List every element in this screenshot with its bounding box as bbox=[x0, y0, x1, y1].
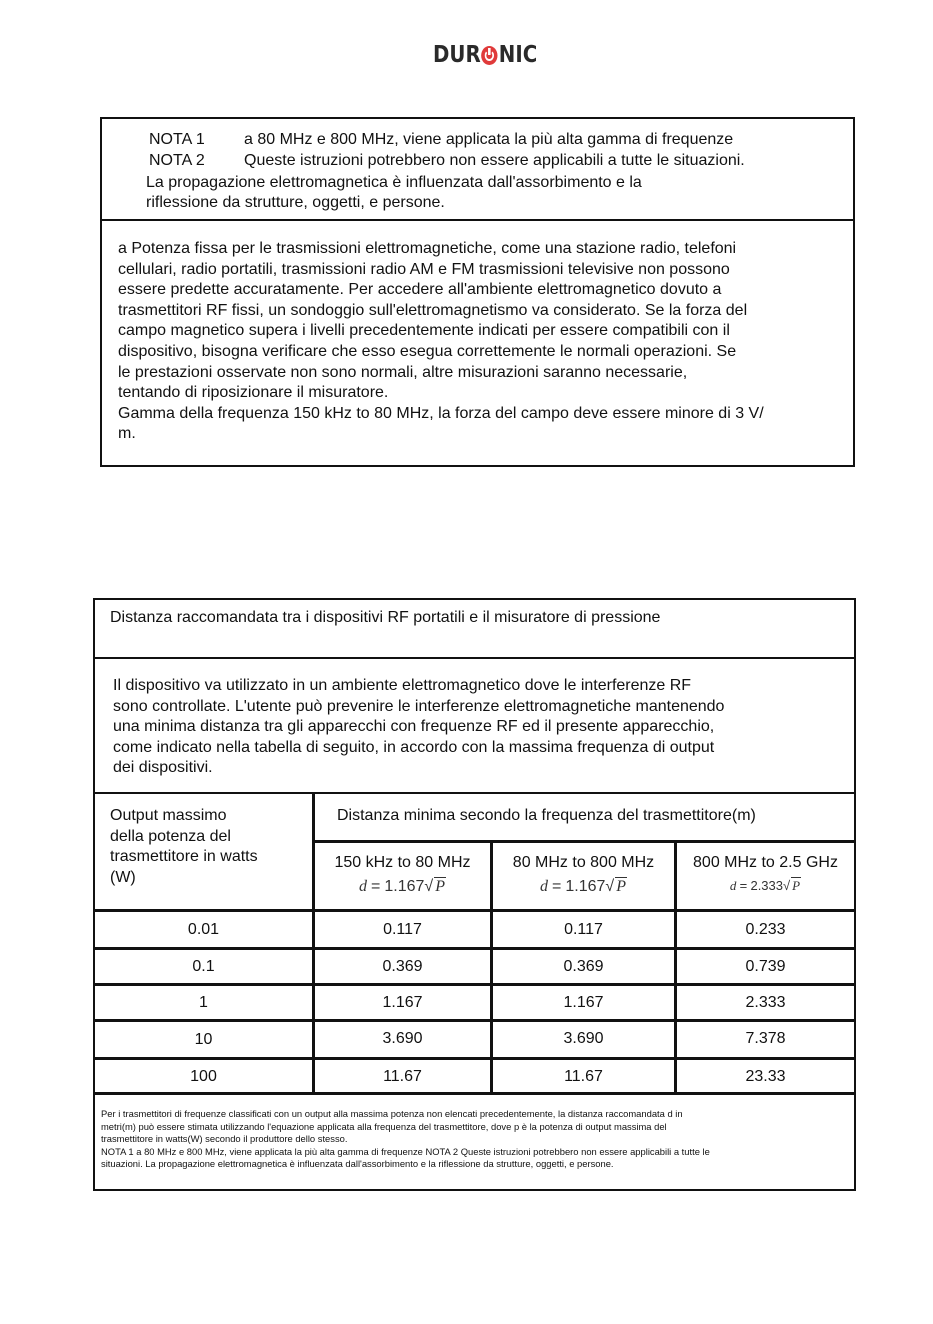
paragraph-line: a Potenza fissa per le trasmissioni elettromagnetiche, come una stazione radio, telefoni bbox=[118, 240, 737, 257]
distance-title-section bbox=[95, 600, 854, 659]
formula-p: P bbox=[435, 878, 445, 895]
notes-box bbox=[100, 117, 855, 467]
cell-value: 0.117 bbox=[564, 921, 603, 938]
distance-table bbox=[95, 794, 854, 1094]
cell-value: 0.739 bbox=[745, 958, 786, 975]
cell-value: 11.67 bbox=[383, 1068, 422, 1085]
distance-intro-section bbox=[95, 659, 854, 794]
paragraph-line: dispositivo, bisogna verificare che esso esegua correttemente le normali operazioni. Se bbox=[118, 342, 737, 360]
footnote-line: situazioni. La propagazione elettromagnetica è influenzata dall'assorbimento e la riflessione da strutture, oggetti, e persone. bbox=[101, 1158, 614, 1170]
footnote-line: metri(m) può essere stimata utilizzando l'equazione applicata alla frequenza del trasmettitore, dove p è la potenza di output massima del bbox=[101, 1120, 667, 1132]
table-divider bbox=[312, 840, 854, 843]
formula-coef: 1.167 bbox=[384, 878, 425, 895]
formula-var: d bbox=[729, 878, 737, 893]
paragraph-line: le prestazioni osservate non sono normali, altre misurazioni saranno necessarie, bbox=[118, 363, 688, 381]
note-1-text: a 80 MHz e 800 MHz, viene applicata la più alta gamma di frequenze bbox=[244, 131, 734, 148]
table-footnote bbox=[101, 1108, 841, 1171]
note-2-text: Queste istruzioni potrebbero non essere applicabili a tutte le situazioni. bbox=[244, 152, 745, 169]
footnote-line: trasmettitore in watts(W) secondo il produttore dello stesso. bbox=[101, 1133, 348, 1145]
formula-var: d bbox=[540, 878, 549, 895]
table-divider bbox=[95, 1019, 854, 1022]
cell-power: 0.1 bbox=[192, 958, 215, 975]
note-1 bbox=[149, 129, 733, 150]
distance-title: Distanza raccomandata tra i dispositivi RF portatili e il misuratore di pressione bbox=[110, 609, 661, 626]
sqrt-icon: √ bbox=[424, 878, 434, 895]
band-formula bbox=[315, 877, 490, 896]
propagation-line-2: riflessione da strutture, oggetti, e persone. bbox=[146, 194, 445, 211]
cell-value: 11.67 bbox=[564, 1068, 603, 1085]
footnote-line: NOTA 1 a 80 MHz e 800 MHz, viene applicata la più alta gamma di frequenze NOTA 2 Queste istruzioni potrebbero non essere applicabili a tutte le bbox=[101, 1145, 710, 1157]
table-divider bbox=[95, 909, 854, 912]
fixed-power-paragraph bbox=[118, 239, 833, 445]
formula-coef: 1.167 bbox=[565, 878, 606, 895]
formula-var: d bbox=[359, 878, 368, 895]
paragraph-line: essere predette accuratamente. Per accedere all'ambiente elettromagnetico dovuto a bbox=[118, 281, 722, 299]
cell-value: 0.369 bbox=[563, 958, 604, 975]
formula-eq: = bbox=[371, 878, 381, 895]
band-formula bbox=[677, 877, 854, 894]
footnote-line: Per i trasmettitori di frequenze classificati con un output alla massima potenza non elencati precedentemente, la distanza raccomandata d in bbox=[101, 1108, 683, 1119]
band-header-3 bbox=[677, 854, 854, 894]
cell-value: 1.167 bbox=[563, 994, 604, 1011]
formula-eq: = bbox=[552, 878, 562, 895]
intro-line: dei dispositivi. bbox=[113, 759, 213, 777]
cell-value: 0.369 bbox=[382, 958, 423, 975]
formula-p: P bbox=[792, 878, 801, 893]
cell-value: 0.117 bbox=[383, 921, 422, 938]
formula-coef: 2.333 bbox=[750, 878, 784, 893]
cell-value: 7.378 bbox=[745, 1030, 786, 1047]
cell-power: 10 bbox=[194, 1031, 213, 1048]
note-2 bbox=[149, 150, 745, 171]
paragraph-line: Gamma della frequenza 150 kHz to 80 MHz, la forza del campo deve essere minore di 3 V/ bbox=[118, 404, 764, 422]
cell-value: 2.333 bbox=[745, 994, 786, 1011]
table-divider bbox=[95, 1092, 854, 1095]
header-min-distance: Distanza minima secondo la frequenza del trasmettitore(m) bbox=[337, 807, 756, 824]
sqrt-icon: √ bbox=[605, 878, 615, 895]
logo-text-right: NIC bbox=[498, 42, 538, 68]
cell-power: 1 bbox=[199, 994, 208, 1011]
header-line: (W) bbox=[110, 868, 136, 886]
band-formula bbox=[493, 877, 674, 896]
table-divider bbox=[95, 1057, 854, 1060]
distance-intro bbox=[113, 676, 813, 779]
cell-power: 0.01 bbox=[187, 921, 220, 938]
paragraph-line: cellulari, radio portatili, trasmissioni radio AM e FM trasmissioni televisive non possono bbox=[118, 260, 730, 278]
paragraph-line: trasmettitori RF fissi, un sondoggio sull'elettromagnetismo va considerato. Se la forza del bbox=[118, 301, 748, 319]
intro-line: una minima distanza tra gli apparecchi con frequenze RF ed il presente apparecchio, bbox=[113, 718, 715, 736]
intro-line: Il dispositivo va utilizzato in un ambiente elettromagnetico dove le interferenze RF bbox=[113, 677, 692, 694]
band-label: 150 kHz to 80 MHz bbox=[334, 854, 471, 871]
band-label: 800 MHz to 2.5 GHz bbox=[693, 854, 838, 871]
notes-section bbox=[102, 119, 853, 221]
table-divider bbox=[95, 947, 854, 950]
intro-line: come indicato nella tabella di seguito, in accordo con la massima frequenza di output bbox=[113, 738, 715, 756]
band-header-2 bbox=[493, 854, 674, 896]
cell-value: 3.690 bbox=[382, 1030, 423, 1047]
sqrt-icon: √ bbox=[783, 878, 791, 893]
table-divider bbox=[95, 983, 854, 986]
propagation-line-1: La propagazione elettromagnetica è influenzata dall'assorbimento e la bbox=[146, 174, 642, 191]
duronic-logo bbox=[433, 40, 537, 70]
power-icon bbox=[482, 46, 498, 65]
intro-line: sono controllate. L'utente può prevenire le interferenze elettromagnetiche mantenendo bbox=[113, 697, 725, 715]
band-header-1 bbox=[315, 854, 490, 896]
header-line: trasmettitore in watts bbox=[110, 848, 258, 865]
cell-value: 1.167 bbox=[382, 994, 423, 1011]
cell-value: 23.33 bbox=[745, 1068, 786, 1085]
note-1-key: NOTA 1 bbox=[149, 131, 205, 148]
header-line: Output massimo bbox=[110, 807, 227, 824]
cell-value: 0.233 bbox=[745, 921, 786, 938]
band-label: 80 MHz to 800 MHz bbox=[512, 854, 655, 871]
paragraph-line: m. bbox=[118, 425, 136, 443]
distance-box bbox=[93, 598, 856, 1191]
formula-p: P bbox=[616, 878, 626, 895]
cell-power: 100 bbox=[190, 1068, 217, 1085]
paragraph-line: campo magnetico supera i livelli precedentemente indicati per essere compatibili con il bbox=[118, 322, 730, 340]
header-line: della potenza del bbox=[110, 827, 231, 845]
paragraph-line: tentando di riposizionare il misuratore. bbox=[118, 384, 389, 402]
formula-eq: = bbox=[739, 878, 748, 893]
table-divider bbox=[312, 794, 315, 1094]
note-2-key: NOTA 2 bbox=[149, 152, 205, 169]
header-output-power bbox=[110, 806, 258, 888]
logo-text-left: DUR bbox=[433, 42, 481, 68]
cell-value: 3.690 bbox=[563, 1030, 604, 1047]
